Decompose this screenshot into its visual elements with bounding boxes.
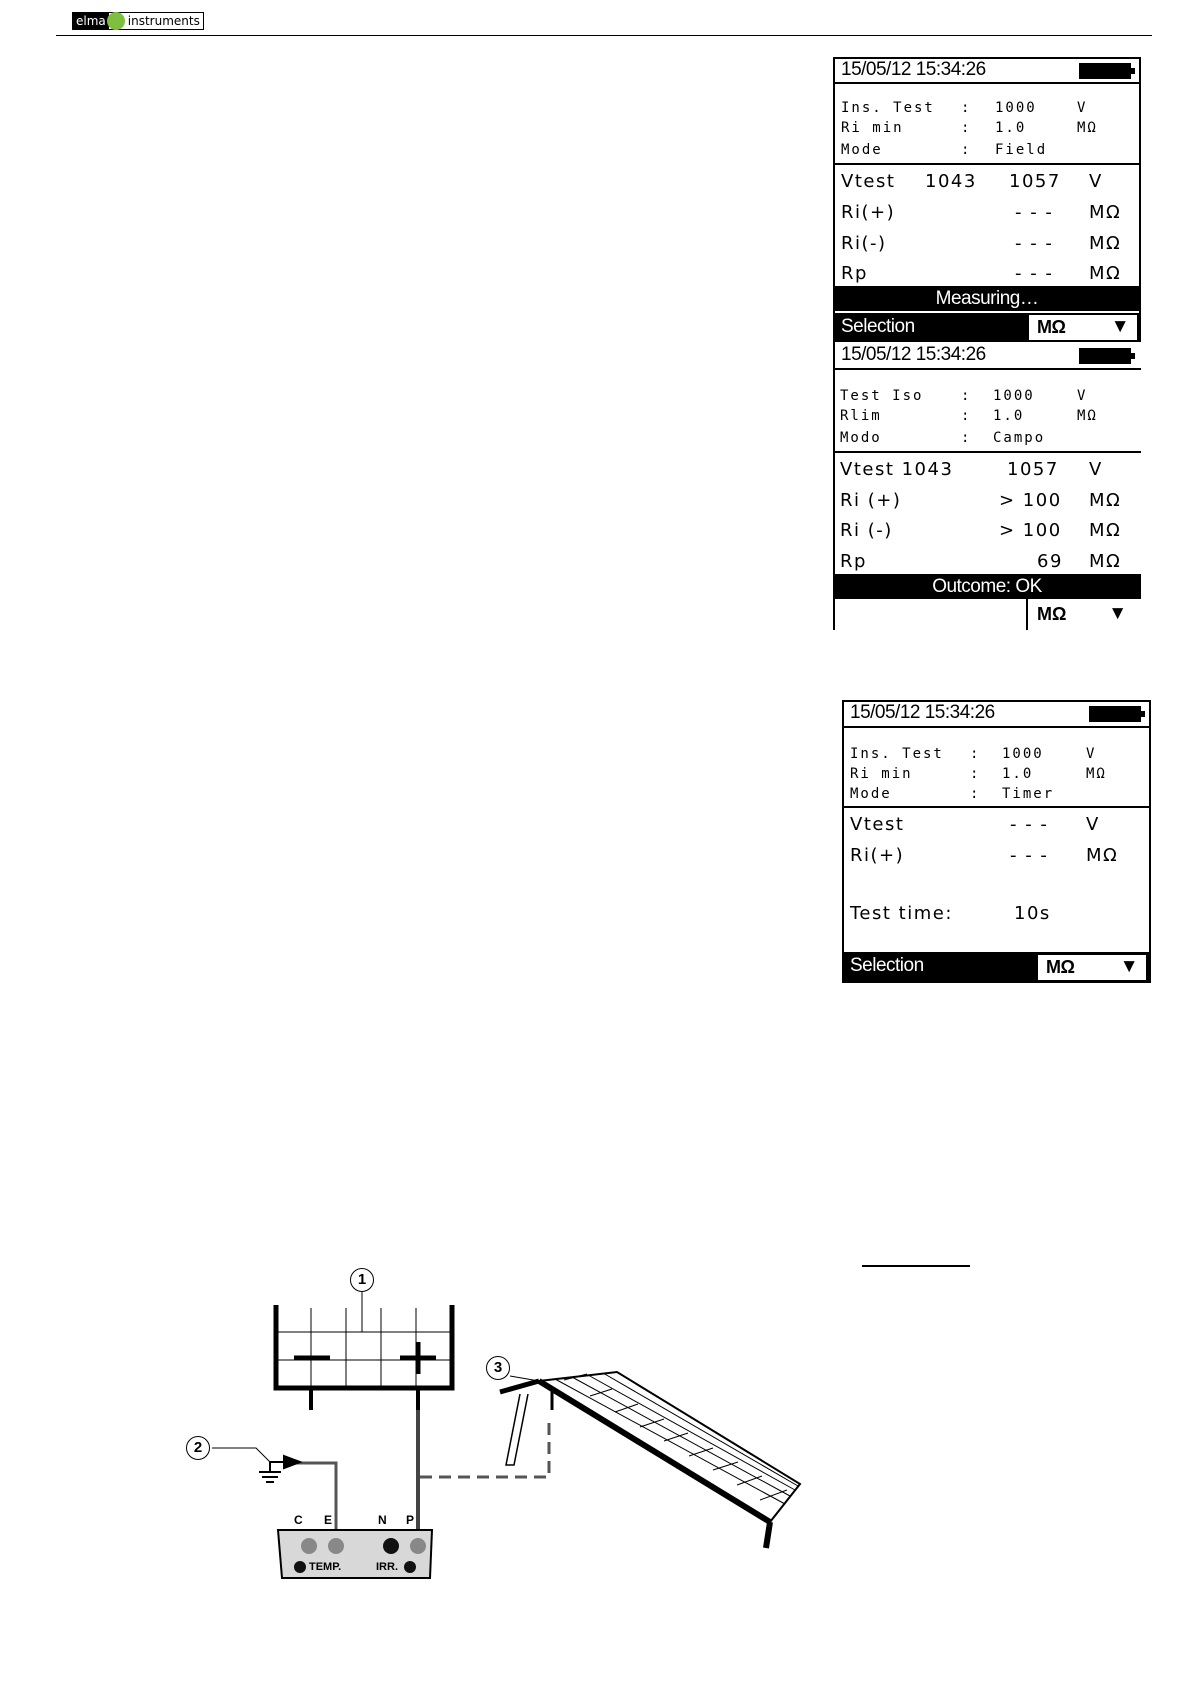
param-label: Mode	[850, 786, 892, 802]
param-sep: :	[961, 142, 972, 158]
param-label: Ins. Test	[841, 100, 935, 116]
param-value: Field	[995, 142, 1048, 158]
earth-symbol-icon	[259, 1456, 300, 1482]
meas-label: Ri(+)	[850, 845, 905, 866]
terminal-e-label: E	[324, 1513, 333, 1527]
instrument-connector	[278, 1530, 432, 1578]
meas-unit: MΩ	[1089, 202, 1122, 223]
meas-label: Rp	[841, 263, 868, 284]
terminal-p-label: P	[406, 1513, 415, 1527]
meas-unit: MΩ	[1089, 263, 1122, 284]
meas-label: Vtest 1043	[840, 459, 954, 480]
param-value: 1000	[993, 388, 1035, 404]
param-sep: :	[961, 408, 972, 424]
callout-2: 2	[186, 1436, 210, 1460]
terminal-n-label: N	[378, 1513, 387, 1527]
param-sep: :	[961, 430, 972, 446]
meas-value: - - -	[1010, 845, 1049, 866]
meas-label: Ri(+)	[841, 202, 896, 223]
param-unit: V	[1086, 746, 1097, 762]
meas-label: Ri (+)	[840, 490, 902, 511]
unit-select-value: MΩ	[1037, 604, 1067, 624]
datetime: 15/05/12 15:34:26	[850, 702, 995, 723]
meas-value: > 100	[999, 490, 1062, 511]
param-sep: :	[970, 766, 981, 782]
meas-unit: MΩ	[1089, 520, 1122, 541]
param-label: Rlim	[840, 408, 882, 424]
status-text: Outcome: OK	[932, 576, 1042, 597]
meas-value: 1057	[1007, 459, 1059, 480]
meas-unit: V	[1086, 814, 1100, 835]
meas-value: - - -	[1015, 233, 1054, 254]
logo-text-right: instruments	[123, 13, 203, 29]
param-unit: MΩ	[1077, 120, 1098, 136]
param-sep: :	[961, 388, 972, 404]
meas-unit: V	[1089, 459, 1103, 480]
test-time-label: Test time:	[850, 903, 953, 924]
param-value: Campo	[993, 430, 1046, 446]
meas-unit: V	[1089, 171, 1103, 192]
leaf-icon	[107, 12, 125, 30]
meas-value: - - -	[1010, 814, 1049, 835]
param-value: Timer	[1002, 786, 1055, 802]
param-value: 1.0	[995, 120, 1027, 136]
callout-1: 1	[350, 1268, 374, 1292]
unit-select-value: MΩ	[1037, 317, 1066, 337]
meas-unit: MΩ	[1089, 551, 1122, 572]
meas-value: 1043	[925, 171, 977, 192]
param-unit: V	[1077, 388, 1088, 404]
meas-label: Vtest	[850, 814, 905, 835]
irr-port-label: IRR.	[376, 1561, 398, 1573]
unit-select-value: MΩ	[1046, 957, 1075, 977]
meas-value: - - -	[1015, 202, 1054, 223]
meas-label: Ri(-)	[841, 233, 887, 254]
dashed-frame-link	[420, 1420, 549, 1477]
param-unit: MΩ	[1077, 408, 1098, 424]
meas-label: Ri (-)	[840, 520, 893, 541]
dropdown-arrow-icon[interactable]: ▼	[1119, 956, 1138, 977]
footer-label[interactable]: Selection	[850, 955, 924, 976]
dropdown-arrow-icon[interactable]: ▼	[1110, 316, 1129, 337]
meas-value: 69	[1037, 551, 1063, 572]
param-unit: MΩ	[1086, 766, 1107, 782]
datetime: 15/05/12 15:34:26	[841, 344, 986, 365]
dropdown-arrow-icon[interactable]: ▼	[1108, 603, 1127, 624]
meas-unit: MΩ	[1089, 490, 1122, 511]
temp-port-label: TEMP.	[309, 1561, 342, 1573]
pv-string-box	[276, 1305, 452, 1410]
callout-3: 3	[486, 1356, 510, 1380]
param-sep: :	[961, 120, 972, 136]
meas-unit: MΩ	[1089, 233, 1122, 254]
param-value: 1000	[995, 100, 1037, 116]
param-label: Ins. Test	[850, 746, 944, 762]
footer-label[interactable]: Selection	[841, 316, 915, 337]
param-unit: V	[1077, 100, 1088, 116]
datetime: 15/05/12 15:34:26	[841, 59, 986, 80]
meas-label: Rp	[840, 551, 867, 572]
param-value: 1.0	[993, 408, 1025, 424]
meas-unit: MΩ	[1086, 845, 1119, 866]
param-label: Test Iso	[840, 388, 924, 404]
param-label: Ri min	[841, 120, 904, 136]
pv-panel	[500, 1372, 800, 1548]
param-sep: :	[961, 100, 972, 116]
meas-label: Vtest	[841, 171, 896, 192]
param-sep: :	[970, 786, 981, 802]
meas-value: - - -	[1015, 263, 1054, 284]
logo-text-left: elma	[73, 13, 109, 29]
param-label: Modo	[840, 430, 882, 446]
status-text: Measuring…	[935, 288, 1039, 309]
param-label: Mode	[841, 142, 883, 158]
param-label: Ri min	[850, 766, 913, 782]
test-time-value: 10s	[1014, 903, 1051, 924]
meas-value: 1057	[1009, 171, 1061, 192]
param-value: 1.0	[1002, 766, 1034, 782]
terminal-c-label: C	[294, 1513, 303, 1527]
param-value: 1000	[1002, 746, 1044, 762]
param-sep: :	[970, 746, 981, 762]
meas-value: > 100	[999, 520, 1062, 541]
